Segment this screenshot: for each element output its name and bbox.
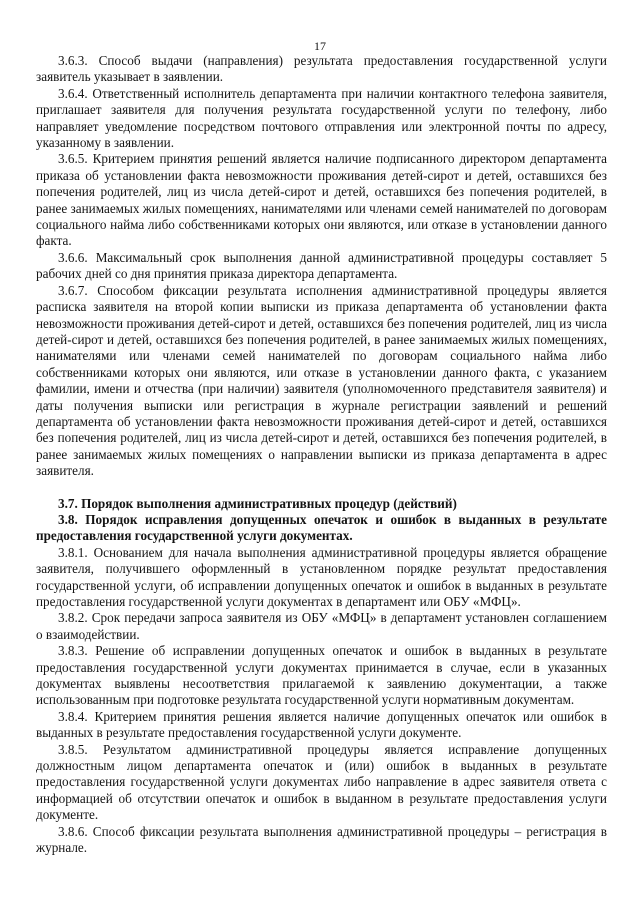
paragraph-3-6-3: 3.6.3. Способ выдачи (направления) результата предоставления государственной услуги заявитель указывает в заявлении.	[36, 53, 607, 85]
document-body	[36, 53, 607, 857]
paragraph-3-8-3: 3.8.3. Решение об исправлении допущенных опечаток и ошибок в выданных в результате предоставления государственной услуги документах принимается в случае, если в указанных документах выявлены несоответствия прилагаемой к заявлению документации, а также использованным при подготовке результата государственной услуги нормативным документам.	[36, 643, 607, 708]
section-gap	[36, 480, 607, 496]
paragraph-3-6-6: 3.6.6. Максимальный срок выполнения данной административной процедуры составляет 5 рабочих дней со дня принятия приказа директора департамента.	[36, 249, 607, 282]
paragraph-3-6-7: 3.6.7. Способом фиксации результата исполнения административной процедуры является расписка заявителя на второй копии выписки из приказа департамента об установлении факта невозможности проживания детей-сирот и детей, оставшихся без попечения родителей, лиц из числа детей-сирот и детей, оставшихся без попечения родителей, в ранее занимаемых жилых помещениях, нанимателями или членами семей нанимателей по договорам социального найма либо собственниками которых они являются, или отказе в установлении данного факта, с указанием фамилии, имени и отчества (при наличии) заявителя (уполномоченного представителя заявителя) и даты получения выписки или регистрация в журнале регистрации заявлений и решений департамента об установлении факта невозможности проживания детей-сирот и детей, оставшихся без попечения родителей, лиц из числа детей-сирот и детей, оставшихся без попечения родителей, в ранее занимаемых жилых помещениях о направлении выписки из приказа департамента в адрес заявителя.	[36, 282, 607, 479]
paragraph-3-6-5: 3.6.5. Критерием принятия решений является наличие подписанного директором департамента приказа об установлении факта невозможности проживания детей-сирот и детей, оставшихся без попечения родителей, лиц из числа детей-сирот и детей, оставшихся без попечения родителей, в ранее занимаемых жилых помещениях, нанимателями или членами семей нанимателей по договорам социального найма либо собственниками которых они являются, или отказе в установлении данного факта.	[36, 151, 607, 249]
paragraph-3-6-4: 3.6.4. Ответственный исполнитель департамента при наличии контактного телефона заявителя, приглашает заявителя для получения результата государственной услуги по телефону, либо направляет уведомление посредством почтового отправления или электронной почты по адресу, указанному в заявлении.	[36, 85, 607, 151]
page-number: 17	[314, 39, 326, 53]
paragraph-3-8-4: 3.8.4. Критерием принятия решения является наличие допущенных опечаток или ошибок в выданных в результате предоставления государственной услуги документе.	[36, 708, 607, 741]
paragraph-3-8-5: 3.8.5. Результатом административной процедуры является исправление допущенных должностным лицом департамента опечаток и (или) ошибок в выданных в результате предоставления государственной услуги документах либо направление в адрес заявителя ответа с информацией об отсутствии опечаток и ошибок в выданном в результате предоставления услуги документе.	[36, 741, 607, 823]
section-heading-3-8: 3.8. Порядок исправления допущенных опечаток и ошибок в выданных в результате предоставления государственной услуги документах.	[36, 511, 607, 544]
paragraph-3-8-6: 3.8.6. Способ фиксации результата выполнения административной процедуры – регистрация в журнале.	[36, 823, 607, 856]
paragraph-3-8-1: 3.8.1. Основанием для начала выполнения административной процедуры является обращение заявителя, получившего оформленный в установленном порядке результат предоставления государственной услуги, об исправлении допущенных опечаток и ошибок в выданных в результате предоставления государственной услуги документах в департамент или ОБУ «МФЦ».	[36, 544, 607, 609]
section-heading-3-7: 3.7. Порядок выполнения административных процедур (действий)	[58, 495, 457, 511]
paragraph-3-8-2: 3.8.2. Срок передачи запроса заявителя из ОБУ «МФЦ» в департамент установлен соглашением о взаимодействии.	[36, 610, 607, 642]
